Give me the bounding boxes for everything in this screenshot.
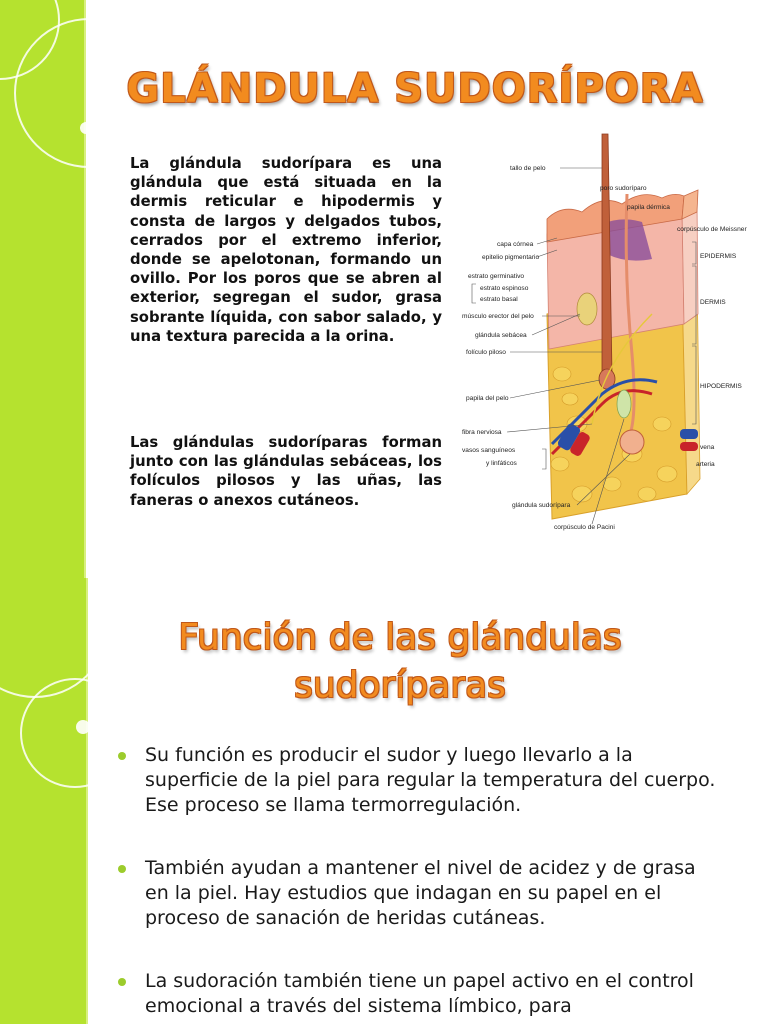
label-meissner: corpúsculo de Meissner (677, 226, 747, 233)
label-vasos-1: vasos sanguíneos (462, 447, 516, 454)
skin-cross-section-diagram (452, 124, 756, 546)
label-epitelio: epitelio pigmentario (482, 254, 540, 261)
intro-paragraph: La glándula sudorípara es una glándula que está situada en la dermis reticular e hipodermis y consta de largos y delgados tubos, cerrados por el extremo inferior, donde se apelotonan, formando un ovillo. Por los poros que se abren al exterior, segregan el sudor, grasa sobrante líquida, con sabor salado, y una textura parecida a la orina. (130, 155, 442, 345)
label-capa-cornea: capa córnea (497, 241, 534, 248)
label-musculo: músculo erector del pelo (462, 313, 534, 320)
slide-title: GLÁNDULA SUDORÍPORA (126, 66, 704, 112)
bullet-list (118, 743, 718, 1024)
decorative-circle (0, 578, 110, 698)
label-papila-pelo: papila del pelo (466, 395, 509, 402)
label-vasos-2: y linfáticos (486, 460, 517, 467)
bullet-dot-icon (118, 752, 126, 760)
list-item (118, 856, 718, 931)
slide-2 (0, 578, 768, 1024)
bullet-dot-icon (118, 865, 126, 873)
label-foliculo: folículo piloso (466, 349, 506, 356)
bullet-dot-icon (118, 978, 126, 986)
label-sebacea: glándula sebácea (475, 332, 527, 339)
label-epidermis: EPIDERMIS (700, 253, 737, 260)
slide-title-line-1: Función de las glándulas (178, 617, 622, 658)
label-pacini: corpúsculo de Pacini (554, 524, 615, 531)
slide-title-line-2: sudoríparas (294, 665, 506, 706)
label-glandula: glándula sudorípara (512, 502, 571, 509)
bullet-text: También ayudan a mantener el nivel de acidez y de grasa en la piel. Hay estudios que indagan en su papel en el proceso de sanación de heridas cutáneas. (145, 857, 696, 929)
label-basal: estrato basal (480, 296, 518, 303)
label-arteria: arteria (696, 461, 715, 468)
label-germinativo: estrato germinativo (468, 273, 525, 280)
slide-title (100, 614, 700, 710)
label-espinoso: estrato espinoso (480, 285, 529, 292)
label-dermis: DERMIS (700, 299, 726, 306)
label-papila-dermica: papila dérmica (627, 204, 670, 211)
bullet-text: Su función es producir el sudor y luego llevarlo a la superficie de la piel para regular la temperatura del cuerpo. Ese proceso se llama termorregulación. (145, 744, 716, 816)
decorative-dot (76, 720, 90, 734)
label-fibra: fibra nerviosa (462, 429, 502, 436)
label-hipodermis: HIPODERMIS (700, 383, 742, 390)
label-tallo: tallo de pelo (510, 165, 546, 172)
label-poro: poro sudoríparo (600, 185, 647, 192)
list-item (118, 969, 718, 1019)
decorative-dot (80, 122, 92, 134)
list-item (118, 743, 718, 818)
skin-diagram-svg (452, 124, 756, 546)
appendages-paragraph: Las glándulas sudoríparas forman junto con las glándulas sebáceas, los folículos pilosos y las uñas, las faneras o anexos cutáneos. (130, 434, 442, 509)
bullet-text: La sudoración también tiene un papel activo en el control emocional a través del sistema límbico, para (145, 970, 694, 1017)
label-vena: vena (700, 444, 715, 451)
